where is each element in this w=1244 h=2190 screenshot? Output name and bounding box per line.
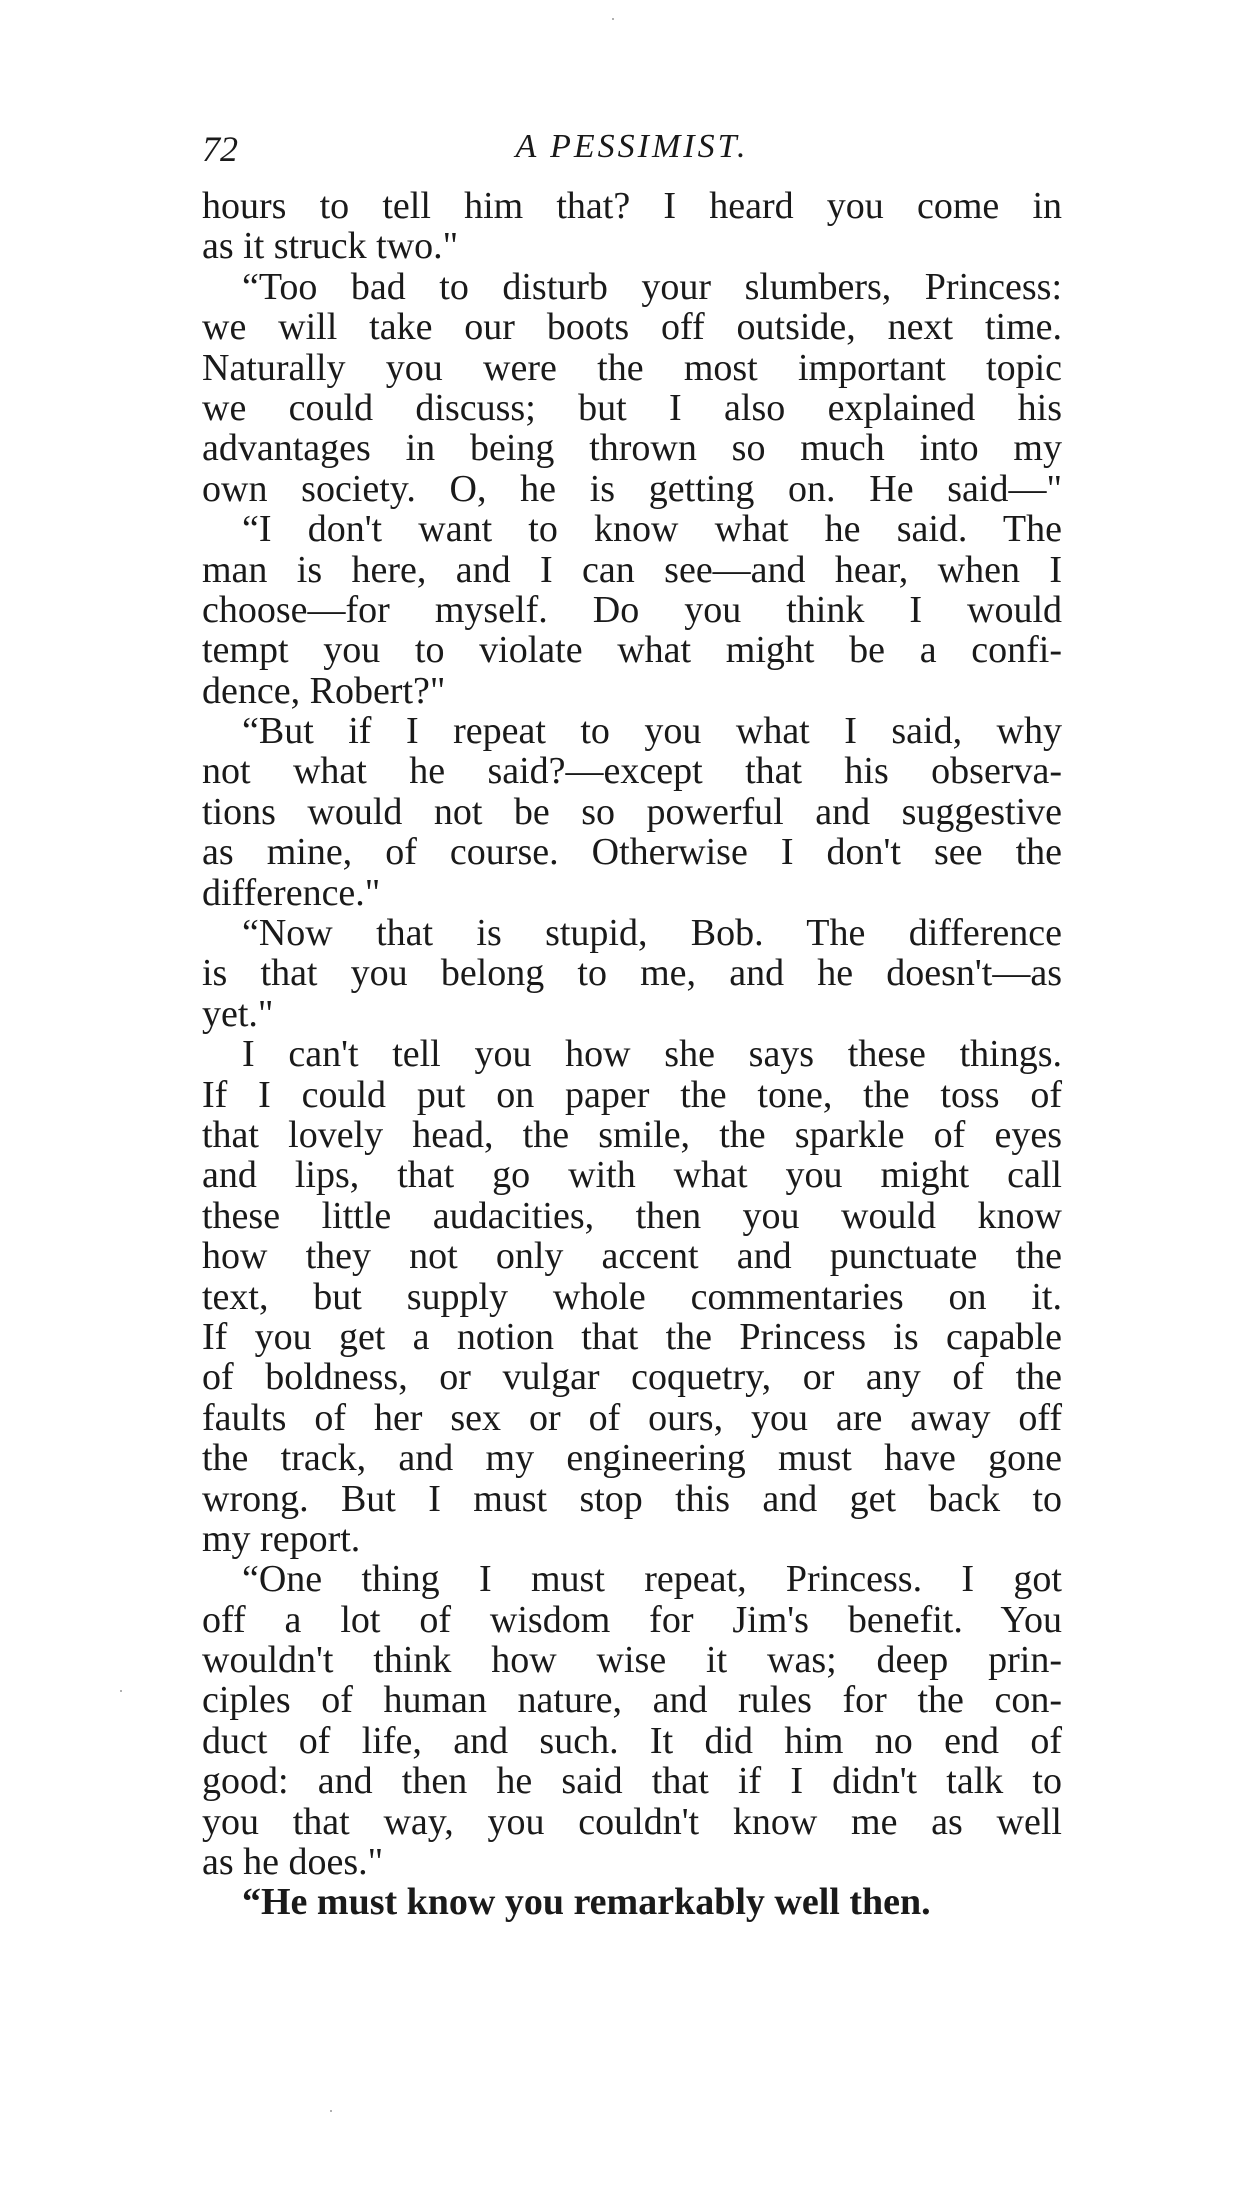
text-line: how they not only accent and punctuate the	[202, 1235, 1062, 1278]
text-line: choose—for myself. Do you think I would	[202, 588, 1062, 631]
text-line: tempt you to violate what might be a confi-	[202, 629, 1062, 672]
text-line: the track, and my engineering must have gone	[202, 1437, 1062, 1480]
paper-speck	[330, 2110, 332, 2112]
text-line: duct of life, and such. It did him no end of	[202, 1719, 1062, 1762]
text-line: hours to tell him that? I heard you come in	[202, 185, 1062, 227]
text-line: my report.	[202, 1517, 361, 1560]
text-line: advantages in being thrown so much into my	[202, 427, 1062, 470]
page-header	[202, 128, 1062, 182]
paper-speck	[120, 1690, 122, 1692]
text-line: Naturally you were the most important topic	[202, 346, 1062, 389]
text-line: that lovely head, the smile, the sparkle of eyes	[202, 1113, 1062, 1156]
text-line: faults of her sex or of ours, you are away off	[202, 1396, 1062, 1439]
text-line: man is here, and I can see—and hear, when I	[202, 548, 1062, 591]
text-line: of boldness, or vulgar coquetry, or any of the	[202, 1356, 1062, 1399]
text-line: If I could put on paper the tone, the toss of	[202, 1073, 1062, 1116]
text-line: we will take our boots off outside, next time.	[202, 306, 1062, 349]
text-line: “Too bad to disturb your slumbers, Princess:	[242, 265, 1062, 308]
text-line: “He must know you remarkably well then.	[242, 1881, 931, 1924]
text-line: not what he said?—except that his observa-	[202, 750, 1062, 793]
text-line: dence, Robert?"	[202, 669, 446, 712]
text-line: “But if I repeat to you what I said, why	[242, 710, 1062, 753]
text-line: as he does."	[202, 1841, 384, 1884]
text-line: yet."	[202, 992, 274, 1035]
page-number: 72	[202, 129, 238, 169]
text-line: “One thing I must repeat, Princess. I got	[242, 1558, 1062, 1601]
text-line: text, but supply whole commentaries on it.	[202, 1275, 1062, 1318]
text-line: we could discuss; but I also explained his	[202, 386, 1062, 429]
text-line: “Now that is stupid, Bob. The difference	[242, 912, 1062, 955]
text-line: wrong. But I must stop this and get back to	[202, 1477, 1062, 1520]
paper-speck	[612, 18, 614, 20]
text-line: good: and then he said that if I didn't talk to	[202, 1760, 1062, 1803]
text-line: tions would not be so powerful and suggestive	[202, 790, 1062, 833]
text-line: these little audacities, then you would know	[202, 1194, 1062, 1237]
text-line: and lips, that go with what you might call	[202, 1154, 1062, 1197]
running-title: A PESSIMIST.	[515, 128, 749, 165]
text-line: “I don't want to know what he said. The	[242, 508, 1062, 551]
text-line: is that you belong to me, and he doesn't—as	[202, 952, 1062, 995]
text-line: ciples of human nature, and rules for the con-	[202, 1679, 1062, 1722]
text-line: difference."	[202, 871, 381, 914]
text-line: as mine, of course. Otherwise I don't see the	[202, 831, 1062, 874]
body-text	[202, 186, 1062, 1923]
text-line: as it struck two."	[202, 225, 459, 268]
text-line: own society. O, he is getting on. He said—"	[202, 467, 1062, 510]
text-line: wouldn't think how wise it was; deep prin-	[202, 1639, 1062, 1682]
text-line: If you get a notion that the Princess is capable	[202, 1315, 1062, 1358]
text-line: you that way, you couldn't know me as well	[202, 1800, 1062, 1843]
text-line: off a lot of wisdom for Jim's benefit. You	[202, 1598, 1062, 1641]
text-line: I can't tell you how she says these things.	[242, 1033, 1062, 1076]
